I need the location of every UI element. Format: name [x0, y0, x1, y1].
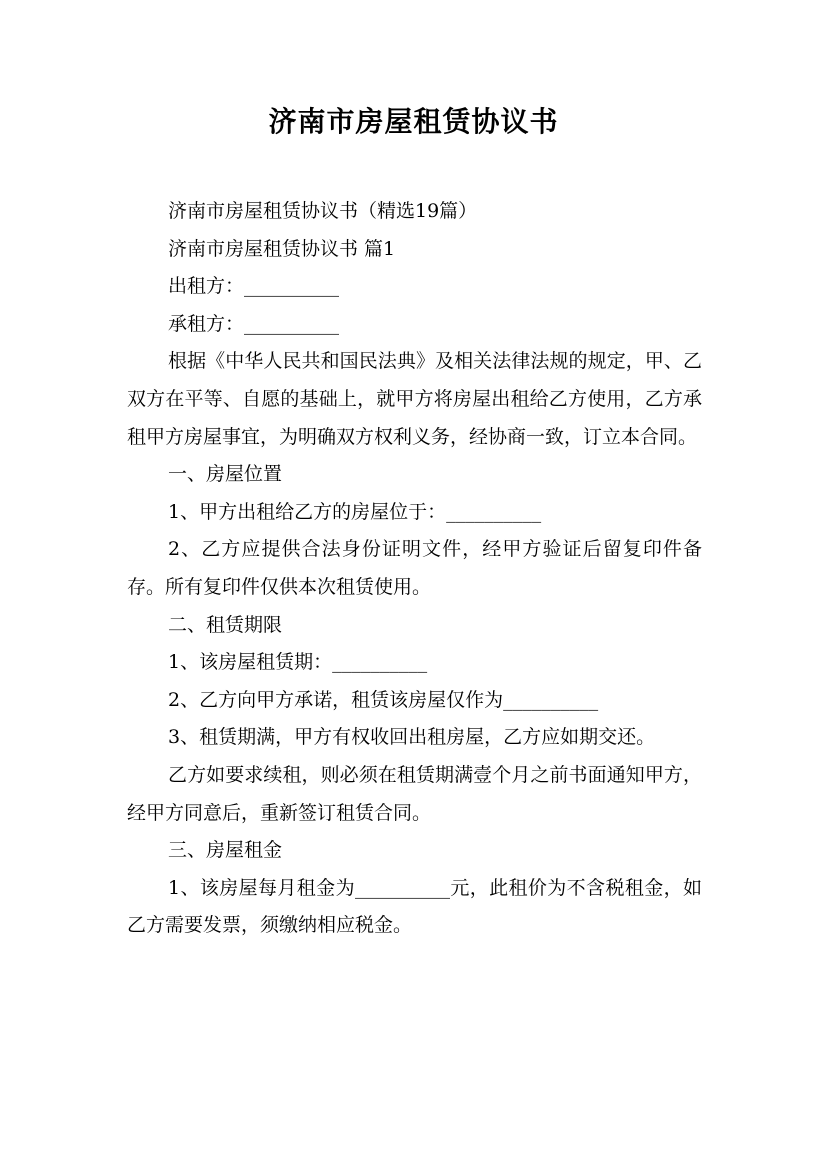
lessor-field: 出租方：__________: [168, 275, 340, 298]
preamble-paragraph: 根据《中华人民共和国民法典》及相关法律法规的规定，甲、乙双方在平等、自愿的基础上，就甲方将房屋出租给乙方使用，乙方承租甲方房屋事宜，为明确双方权利义务，经协商一致，订立本合同。: [127, 350, 702, 448]
subtitle-paragraph: 济南市房屋租赁协议书（精选19篇）: [168, 200, 478, 222]
section-heading-rent: 三、房屋租金: [168, 839, 283, 862]
term-clause-1: 1、该房屋租赁期：__________: [168, 651, 428, 674]
section-heading-term: 二、租赁期限: [168, 613, 283, 636]
term-clause-3: 3、租赁期满，甲方有权收回出租房屋，乙方应如期交还。: [168, 726, 656, 749]
section-heading-location: 一、房屋位置: [168, 463, 283, 486]
location-clause-2: 2、乙方应提供合法身份证明文件，经甲方验证后留复印件备存。所有复印件仅供本次租赁使用。: [127, 538, 702, 598]
document-title: 济南市房屋租赁协议书: [268, 105, 559, 138]
section-heading-chapter-1: 济南市房屋租赁协议书 篇1: [168, 237, 396, 260]
term-clause-2: 2、乙方向甲方承诺，租赁该房屋仅作为__________: [168, 688, 599, 711]
location-clause-1: 1、甲方出租给乙方的房屋位于：__________: [168, 500, 542, 523]
lessee-field: 承租方：__________: [168, 312, 340, 335]
rent-clause-1: 1、该房屋每月租金为__________元，此租价为不含税租金，如乙方需要发票，须缴纳相应税金。: [127, 876, 702, 937]
renewal-paragraph: 乙方如要求续租，则必须在租赁期满壹个月之前书面通知甲方，经甲方同意后，重新签订租赁合同。: [127, 763, 702, 824]
document-body: [127, 193, 702, 945]
